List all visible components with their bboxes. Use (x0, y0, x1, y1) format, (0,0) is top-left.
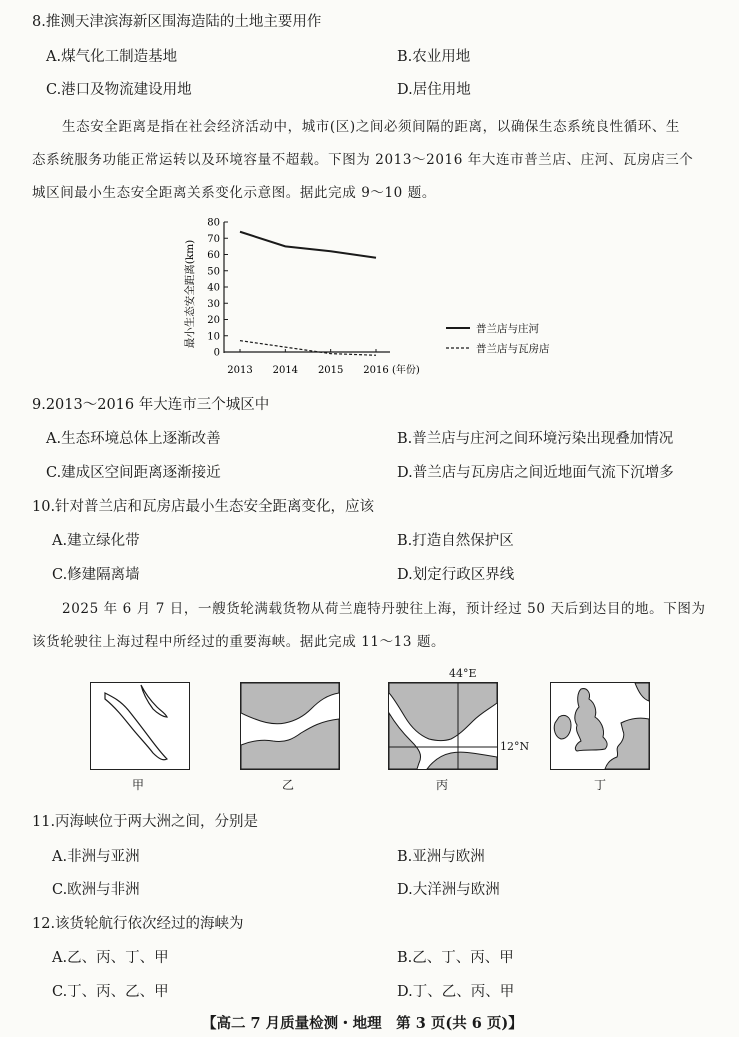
land-south (241, 719, 339, 769)
q10-option-d: D.划定行政区界线 (397, 567, 515, 583)
q10-option-a: A.建立绿化带 (52, 533, 140, 549)
red-sea-coast (105, 693, 167, 760)
y-tick-label: 80 (207, 217, 220, 229)
q12-option-a: A.乙、丙、丁、甲 (52, 950, 169, 966)
x-tick-label: 2014 (272, 365, 299, 376)
map-label-yi: 乙 (282, 778, 295, 792)
legend-label-series-2: 普兰店与瓦房店 (476, 343, 550, 355)
series-line-1 (240, 232, 376, 258)
legend-label-series-1: 普兰店与庄河 (476, 323, 539, 335)
q11-stem: 11.丙海峡位于两大洲之间，分别是 (32, 814, 259, 830)
q11-option-c: C.欧洲与非洲 (52, 882, 140, 898)
q10-option-c: C.修建隔离墙 (52, 567, 140, 583)
x-tick-label: 2013 (227, 365, 253, 376)
land-ireland (554, 715, 571, 739)
passage2-line1: 2025 年 6 月 7 日，一艘货轮满载货物从荷兰鹿特丹驶往上海，预计经过 50 天后到达目的地。下图为 (62, 601, 706, 617)
passage2-line2: 该货轮驶往上海过程中所经过的重要海峡。据此完成 11～13 题。 (32, 634, 446, 650)
x-tick-label: 2016 (363, 365, 389, 376)
q9-option-b: B.普兰店与庄河之间环境污染出现叠加情况 (397, 431, 674, 447)
page-footer: 【高二 7 月质量检测・地理 第 3 页(共 6 页)】 (202, 1015, 523, 1032)
strait-map-ding (550, 682, 650, 770)
q11-option-a: A.非洲与亚洲 (52, 849, 140, 865)
y-tick-label: 10 (207, 331, 220, 343)
y-tick-label: 30 (207, 298, 220, 310)
q10-option-b: B.打造自然保护区 (397, 533, 514, 549)
chart-legend (446, 322, 550, 355)
y-tick-label: 20 (207, 315, 220, 326)
land-continent (605, 718, 649, 769)
passage1-line2: 态系统服务功能正常运转以及环境容量不超载。下图为 2013～2016 年大连市普兰店、庄河、瓦房店三个 (32, 152, 694, 168)
y-tick-label: 0 (213, 347, 220, 359)
q8-option-d: D.居住用地 (397, 82, 471, 98)
q10-stem: 10.针对普兰店和瓦房店最小生态安全距离变化，应该 (32, 499, 375, 515)
map-label-ding: 丁 (594, 778, 607, 792)
y-tick-label: 70 (207, 233, 220, 245)
series-line-2 (240, 341, 376, 356)
passage1-line3: 城区间最小生态安全距离关系变化示意图。据此完成 9～10 题。 (32, 185, 436, 201)
q8-option-b: B.农业用地 (397, 49, 471, 65)
q9-option-c: C.建成区空间距离逐渐接近 (46, 465, 221, 481)
land-scandinavia (635, 683, 649, 701)
q9-option-d: D.普兰店与瓦房店之间近地面气流下沉增多 (397, 465, 674, 481)
y-tick-label: 50 (207, 266, 220, 278)
land-north (241, 683, 339, 724)
chart-x-axis-unit: (年份) (392, 365, 420, 376)
q12-option-b: B.乙、丁、丙、甲 (397, 950, 514, 966)
q9-option-a: A.生态环境总体上逐渐改善 (46, 431, 221, 447)
land-somalia (427, 752, 497, 769)
q9-stem: 9.2013～2016 年大连市三个城区中 (32, 397, 270, 413)
latitude-label: 12°N (500, 740, 530, 753)
strait-map-yi (240, 682, 340, 770)
y-tick-label: 60 (207, 250, 220, 261)
longitude-label: 44°E (449, 667, 477, 680)
q8-option-c: C.港口及物流建设用地 (46, 82, 192, 98)
q12-option-c: C.丁、丙、乙、甲 (52, 984, 169, 1000)
land-great-britain (575, 689, 607, 751)
land-arabia (389, 683, 497, 741)
chart-y-axis-label: 最小生态安全距离(km) (184, 239, 196, 349)
x-tick-label: 2015 (317, 365, 344, 376)
q12-option-d: D.丁、乙、丙、甲 (397, 984, 515, 1000)
line-chart (180, 212, 580, 384)
map-label-bing: 丙 (436, 778, 449, 792)
y-tick-label: 40 (207, 282, 220, 294)
q12-stem: 12.该货轮航行依次经过的海峡为 (32, 916, 244, 932)
q11-option-b: B.亚洲与欧洲 (397, 849, 485, 865)
q11-option-d: D.大洋洲与欧洲 (397, 882, 500, 898)
passage1-line1: 生态安全距离是指在社会经济活动中，城市(区)之间必须间隔的距离，以确保生态系统良性循环、生 (62, 119, 681, 135)
map-label-jia: 甲 (132, 778, 145, 792)
q8-option-a: A.煤气化工制造基地 (46, 49, 178, 65)
strait-map-jia (90, 682, 190, 770)
strait-map-bing (388, 682, 498, 770)
gulf-outline (141, 685, 167, 717)
q8-stem: 8.推测天津滨海新区围海造陆的土地主要用作 (32, 14, 322, 30)
